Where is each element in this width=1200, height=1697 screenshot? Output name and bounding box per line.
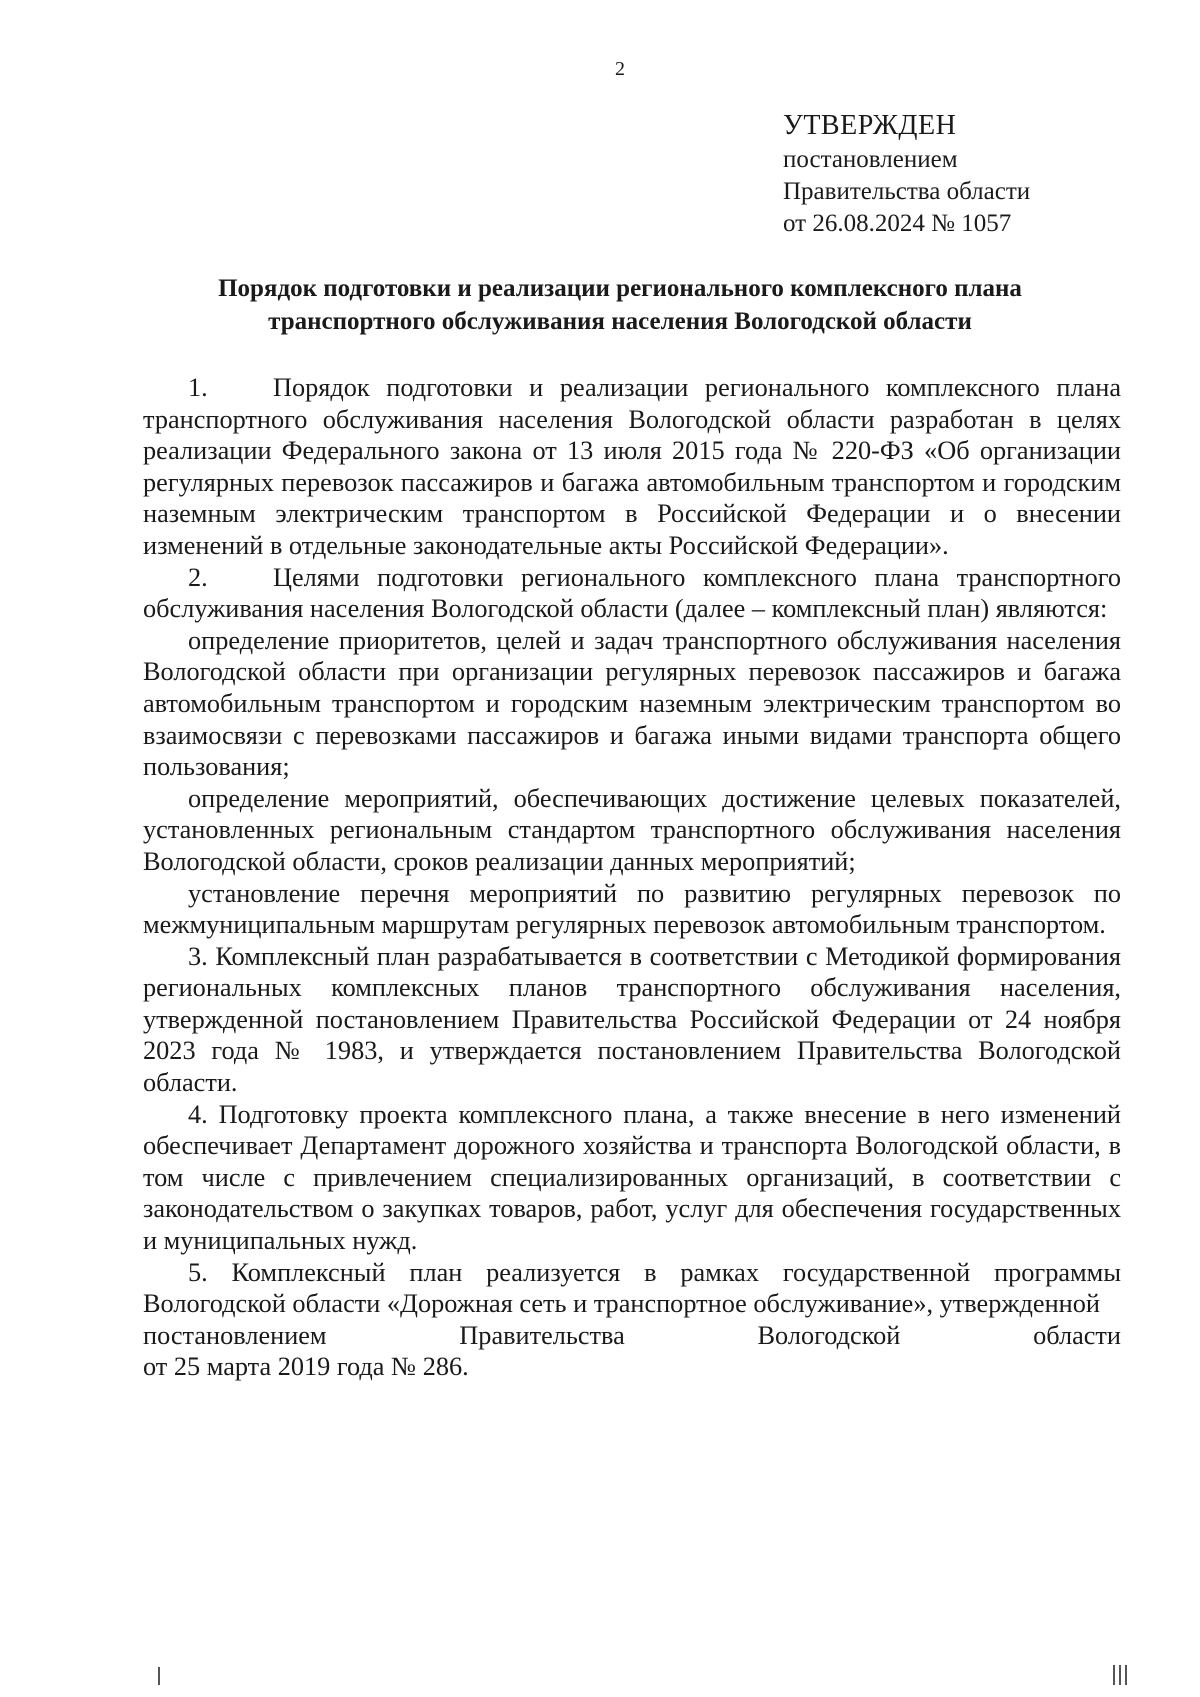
paragraph-2 [143,562,1121,625]
paragraph-5-spread-line: постановлением Правительства Вологодской области [143,1320,1121,1350]
scan-artifact-mark [1113,1665,1115,1685]
paragraph-5-end: от 25 марта 2019 года № 286. [143,1352,469,1382]
paragraph-2-item-b: определение мероприятий, обеспечивающих достижение целевых показателей, установленных региональным стандартом транспортного обслуживания населения Вологодской области, сроков реализации данных мероприятий; [143,783,1121,876]
document-body [143,372,1121,1383]
paragraph-2-item-a: определение приоритетов, целей и задач транспортного обслуживания населения Вологодской области при организации регулярных перевозок пассажиров и багажа автомобильным транспортом и городским наземным электрическим транспортом во взаимосвязи с перевозками пассажиров и багажа иными видами транспорта общего пользования; [143,625,1121,782]
approval-line-2: Правительства области [783,178,1031,205]
paragraph-5: 5. Комплексный план реализуется в рамках государственной программы Вологодской области «Дорожная сеть и транспортное обслуживание», утвержденной [143,1257,1121,1319]
paragraph-4: 4. Подготовку проекта комплексного плана, а также внесение в него изменений обеспечивает Департамент дорожного хозяйства и транспорта Вологодской области, в том числе с привлечением специализированных организаций, в соответствии с законодательством о закупках товаров, работ, услуг для обеспечения государственных и муниципальных нужд. [143,1099,1121,1256]
approval-heading: УТВЕРЖДЕН [783,110,957,141]
scan-artifact-mark [158,1667,160,1685]
paragraph-2-text: Целями подготовки регионального комплексного плана транспортного обслуживания населения Вологодской области (далее – комплексный план) являются: [143,562,1121,624]
paragraph-3: 3. Комплексный план разрабатывается в соответствии с Методикой формирования региональных комплексных планов транспортного обслуживания населения, утвержденной постановлением Правительства Российской Федерации от 24 ноября 2023 года № 1983, и утверждается постановлением Правительства Вологодской области. [143,941,1121,1098]
document-title [150,272,1090,338]
paragraph-1-text: Порядок подготовки и реализации регионального комплексного плана транспортного обслуживания населения Вологодской области разработан в целях реализации Федерального закона от 13 июля 2015 года № 220-ФЗ «Об организации регулярных перевозок пассажиров и багажа автомобильным транспортом и городским наземным электрическим транспортом в Российской Федерации и о внесении изменений в отдельные законодательные акты Российской Федерации». [143,373,1121,560]
title-line-1: Порядок подготовки и реализации регионального комплексного плана [218,275,1022,302]
approval-line-3: от 26.08.2024 № 1057 [783,210,1012,237]
paragraph-2-item-c: установление перечня мероприятий по развитию регулярных перевозок по межмуниципальным маршрутам регулярных перевозок автомобильным транспортом. [143,878,1121,940]
scan-artifact-mark [1125,1665,1127,1685]
paragraph-1-number: 1. [188,373,208,402]
approval-stamp-block [783,108,1030,240]
approval-line-1: постановлением [783,146,958,173]
paragraph-2-number: 2. [188,562,208,592]
scan-artifact-mark [1119,1665,1121,1685]
page-number: 2 [615,58,625,80]
title-line-2: транспортного обслуживания населения Вологодской области [268,308,972,335]
paragraph-1 [143,372,1121,562]
